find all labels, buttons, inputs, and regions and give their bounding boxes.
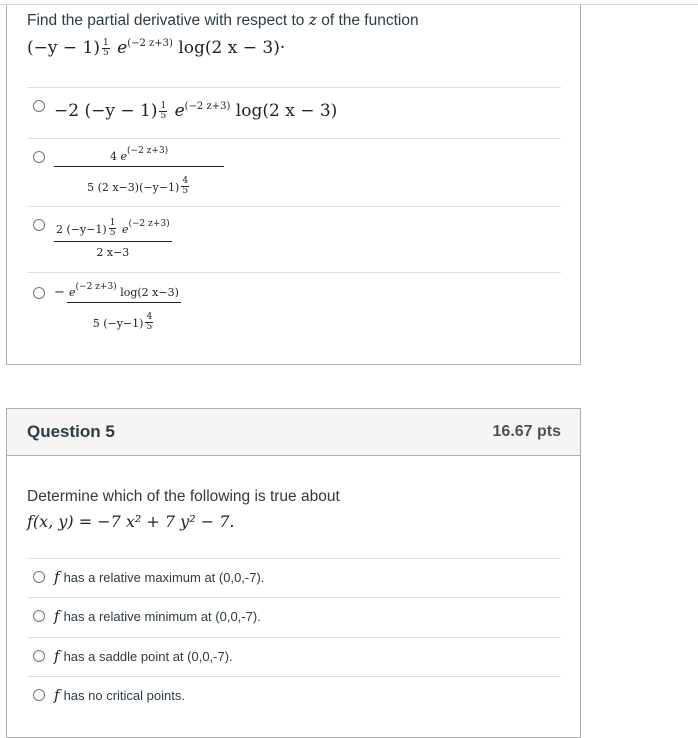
exp-num: 1 (102, 38, 109, 48)
coef: −2 (54, 101, 80, 121)
f-symbol: f (54, 568, 60, 586)
den-main: 5 (2 x−3)(−y−1) (87, 181, 180, 194)
f-symbol: f (54, 686, 60, 704)
question-5-function: f(x, y) = −7 x² + 7 y² − 7. (27, 512, 235, 531)
exp-num: 4 (182, 176, 189, 186)
log-term: log(2 x−3) (120, 286, 179, 299)
choice-1-radio[interactable] (33, 571, 45, 583)
option-a-row[interactable] (27, 87, 561, 142)
exp-num: 4 (146, 312, 153, 322)
prompt-tail: of the function (321, 12, 419, 29)
dot: · (279, 38, 286, 58)
exponent-fraction (109, 219, 117, 238)
e-exponent: (−2 z+3) (75, 282, 117, 292)
option-c-radio[interactable] (33, 219, 45, 231)
e-exponent: (−2 z+3) (127, 38, 173, 49)
choice-3-label (54, 647, 233, 665)
exp-num: 1 (109, 218, 116, 228)
option-a-expression (54, 101, 337, 121)
numerator (54, 215, 172, 242)
choice-row-1[interactable] (27, 558, 561, 598)
option-b-row[interactable] (27, 138, 561, 206)
e-symbol: e (174, 101, 185, 121)
e-symbol: e (120, 150, 128, 163)
choice-row-4[interactable] (27, 676, 561, 716)
e-exponent: (−2 z+3) (127, 146, 169, 156)
option-b-radio[interactable] (33, 151, 45, 163)
e-symbol: e (69, 286, 76, 299)
option-d-row[interactable] (27, 272, 561, 342)
den-main: 5 (−y−1) (92, 317, 144, 330)
exp-den: 5 (102, 48, 109, 58)
e-exponent: (−2 z+3) (184, 101, 231, 112)
exponent-fraction (181, 177, 189, 196)
choice-3-radio[interactable] (33, 650, 45, 662)
exponent-fraction (102, 39, 110, 58)
denominator (87, 167, 191, 196)
num-main: 2 (−y−1) (56, 223, 107, 236)
log-term: log(2 x − 3) (178, 38, 280, 58)
f-symbol: f (54, 647, 60, 665)
option-d-radio[interactable] (33, 287, 45, 299)
choice-2-label (54, 607, 261, 625)
question-4-function (27, 38, 285, 58)
question-5-header (7, 409, 580, 456)
numerator (54, 146, 224, 167)
prompt-variable: z (308, 11, 317, 29)
exponent-fraction (145, 313, 153, 332)
option-d-fraction (67, 282, 181, 332)
e-symbol: e (117, 38, 128, 58)
option-c-fraction (54, 215, 172, 259)
choice-4-label (54, 686, 185, 704)
log-term: log(2 x − 3) (235, 101, 338, 121)
question-title: Question 5 (27, 422, 115, 441)
option-c-row[interactable] (27, 206, 561, 274)
e-exponent: (−2 z+3) (128, 219, 170, 229)
question-points: 16.67 pts (492, 423, 561, 440)
numerator (67, 282, 181, 303)
denominator (93, 303, 155, 332)
denominator: 2 x−3 (96, 246, 130, 259)
exponent-fraction (159, 102, 167, 121)
option-b-fraction (54, 146, 224, 196)
base: (−y − 1) (84, 101, 158, 121)
num-coef: 4 (110, 150, 117, 163)
exp-den: 5 (160, 111, 167, 121)
choice-row-2[interactable] (27, 597, 561, 637)
e-symbol: e (121, 223, 129, 236)
choice-1-label (54, 568, 264, 586)
question-4-prompt (27, 11, 419, 30)
minus-sign: − (54, 285, 65, 300)
exp-num: 1 (160, 101, 167, 111)
choice-text: has a relative maximum at (0,0,-7). (63, 570, 265, 585)
option-a-radio[interactable] (33, 100, 45, 112)
choice-2-radio[interactable] (33, 610, 45, 622)
question-5-prompt: Determine which of the following is true about (27, 488, 340, 505)
choice-row-3[interactable] (27, 637, 561, 677)
choice-text: has a relative minimum at (0,0,-7). (63, 609, 261, 624)
exp-den: 5 (146, 322, 153, 332)
function-base: (−y − 1) (27, 38, 100, 58)
choice-text: has no critical points. (63, 688, 185, 703)
prompt-text: Find the partial derivative with respect to (27, 12, 305, 29)
exp-den: 5 (109, 228, 116, 238)
choice-4-radio[interactable] (33, 689, 45, 701)
f-symbol: f (54, 607, 60, 625)
choice-text: has a saddle point at (0,0,-7). (63, 649, 233, 664)
exp-den: 5 (182, 186, 189, 196)
